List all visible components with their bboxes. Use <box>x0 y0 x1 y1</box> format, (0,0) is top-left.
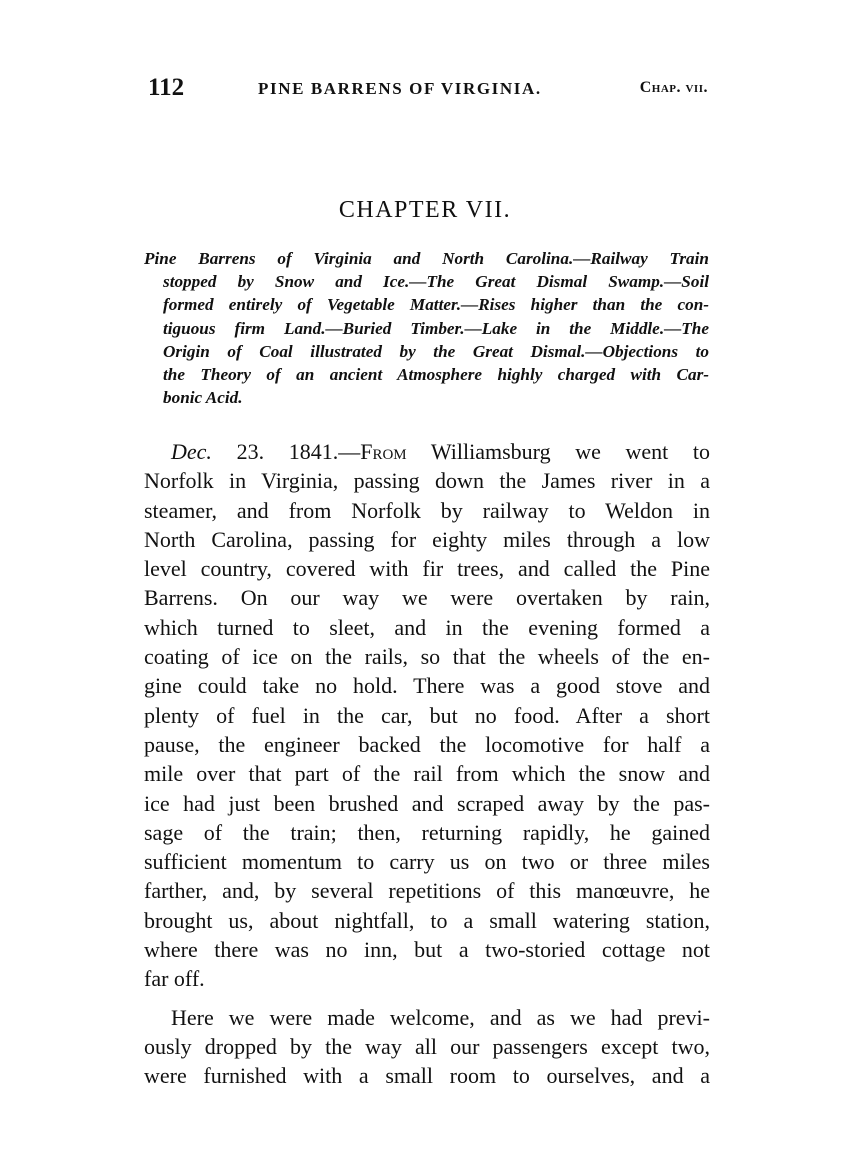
synopsis-line: the Theory of an ancient Atmosphere highly charged with Car- <box>163 365 709 385</box>
text-line: far off. <box>144 966 205 992</box>
text-line: gine could take no hold. There was a good stove and <box>144 673 710 699</box>
text-line: farther, and, by several repetitions of this manœuvre, he <box>144 878 710 904</box>
paragraph <box>144 1003 710 1091</box>
paragraph-first-line <box>144 437 710 466</box>
opening-word: From <box>360 439 407 464</box>
text-line: mile over that part of the rail from which the snow and <box>144 761 710 787</box>
chapter-heading: CHAPTER VII. <box>338 197 512 223</box>
first-line-text: Williamsburg we went to <box>406 439 710 464</box>
text-line: which turned to sleet, and in the evening formed a <box>144 614 710 640</box>
synopsis-line: tiguous firm Land.—Buried Timber.—Lake in the Middle.—The <box>163 318 709 338</box>
text-line: where there was no inn, but a two-storied cottage not <box>144 937 710 963</box>
synopsis-line: Origin of Coal illustrated by the Great Dismal.—Objections to <box>163 341 709 361</box>
text-line: ice had just been brushed and scraped away by the pas- <box>144 790 710 816</box>
text-line: North Carolina, passing for eighty miles through a low <box>144 526 710 552</box>
synopsis-line: Pine Barrens of Virginia and North Carolina.—Railway Train <box>144 249 709 268</box>
paragraph <box>144 437 710 994</box>
text-line: pause, the engineer backed the locomotive for half a <box>144 731 710 757</box>
text-line: sage of the train; then, returning rapidly, he gained <box>144 819 710 845</box>
date-text: 23. 1841.— <box>236 439 361 464</box>
text-line: were furnished with a small room to ourselves, and a <box>144 1063 710 1089</box>
text-line: ously dropped by the way all our passengers except two, <box>144 1033 710 1059</box>
body-text <box>144 437 710 1091</box>
running-head <box>148 74 708 104</box>
text-line: level country, covered with fir trees, and called the Pine <box>144 556 710 582</box>
dateline: Dec. <box>171 439 212 464</box>
text-line: Norfolk in Virginia, passing down the James river in a <box>144 468 710 494</box>
synopsis-line: formed entirely of Vegetable Matter.—Rises higher than the con- <box>163 295 709 315</box>
text-line: steamer, and from Norfolk by railway to Weldon in <box>144 497 710 523</box>
text-line: coating of ice on the rails, so that the wheels of the en- <box>144 644 710 670</box>
running-chapter: Chap. vii. <box>639 79 708 96</box>
synopsis-line: stopped by Snow and Ice.—The Great Dismal Swamp.—Soil <box>163 272 709 292</box>
text-line: brought us, about nightfall, to a small watering station, <box>144 907 710 933</box>
page-number: 112 <box>148 74 185 101</box>
chapter-synopsis <box>144 247 709 409</box>
text-line: plenty of fuel in the car, but no food. After a short <box>144 702 710 728</box>
running-title: PINE BARRENS OF VIRGINIA. <box>258 79 542 98</box>
synopsis-line: bonic Acid. <box>163 388 243 408</box>
paragraph-first-line: Here we were made welcome, and as we had previ- <box>171 1004 710 1030</box>
text-line: Barrens. On our way we were overtaken by rain, <box>144 585 710 611</box>
text-line: sufficient momentum to carry us on two or three miles <box>144 849 710 875</box>
